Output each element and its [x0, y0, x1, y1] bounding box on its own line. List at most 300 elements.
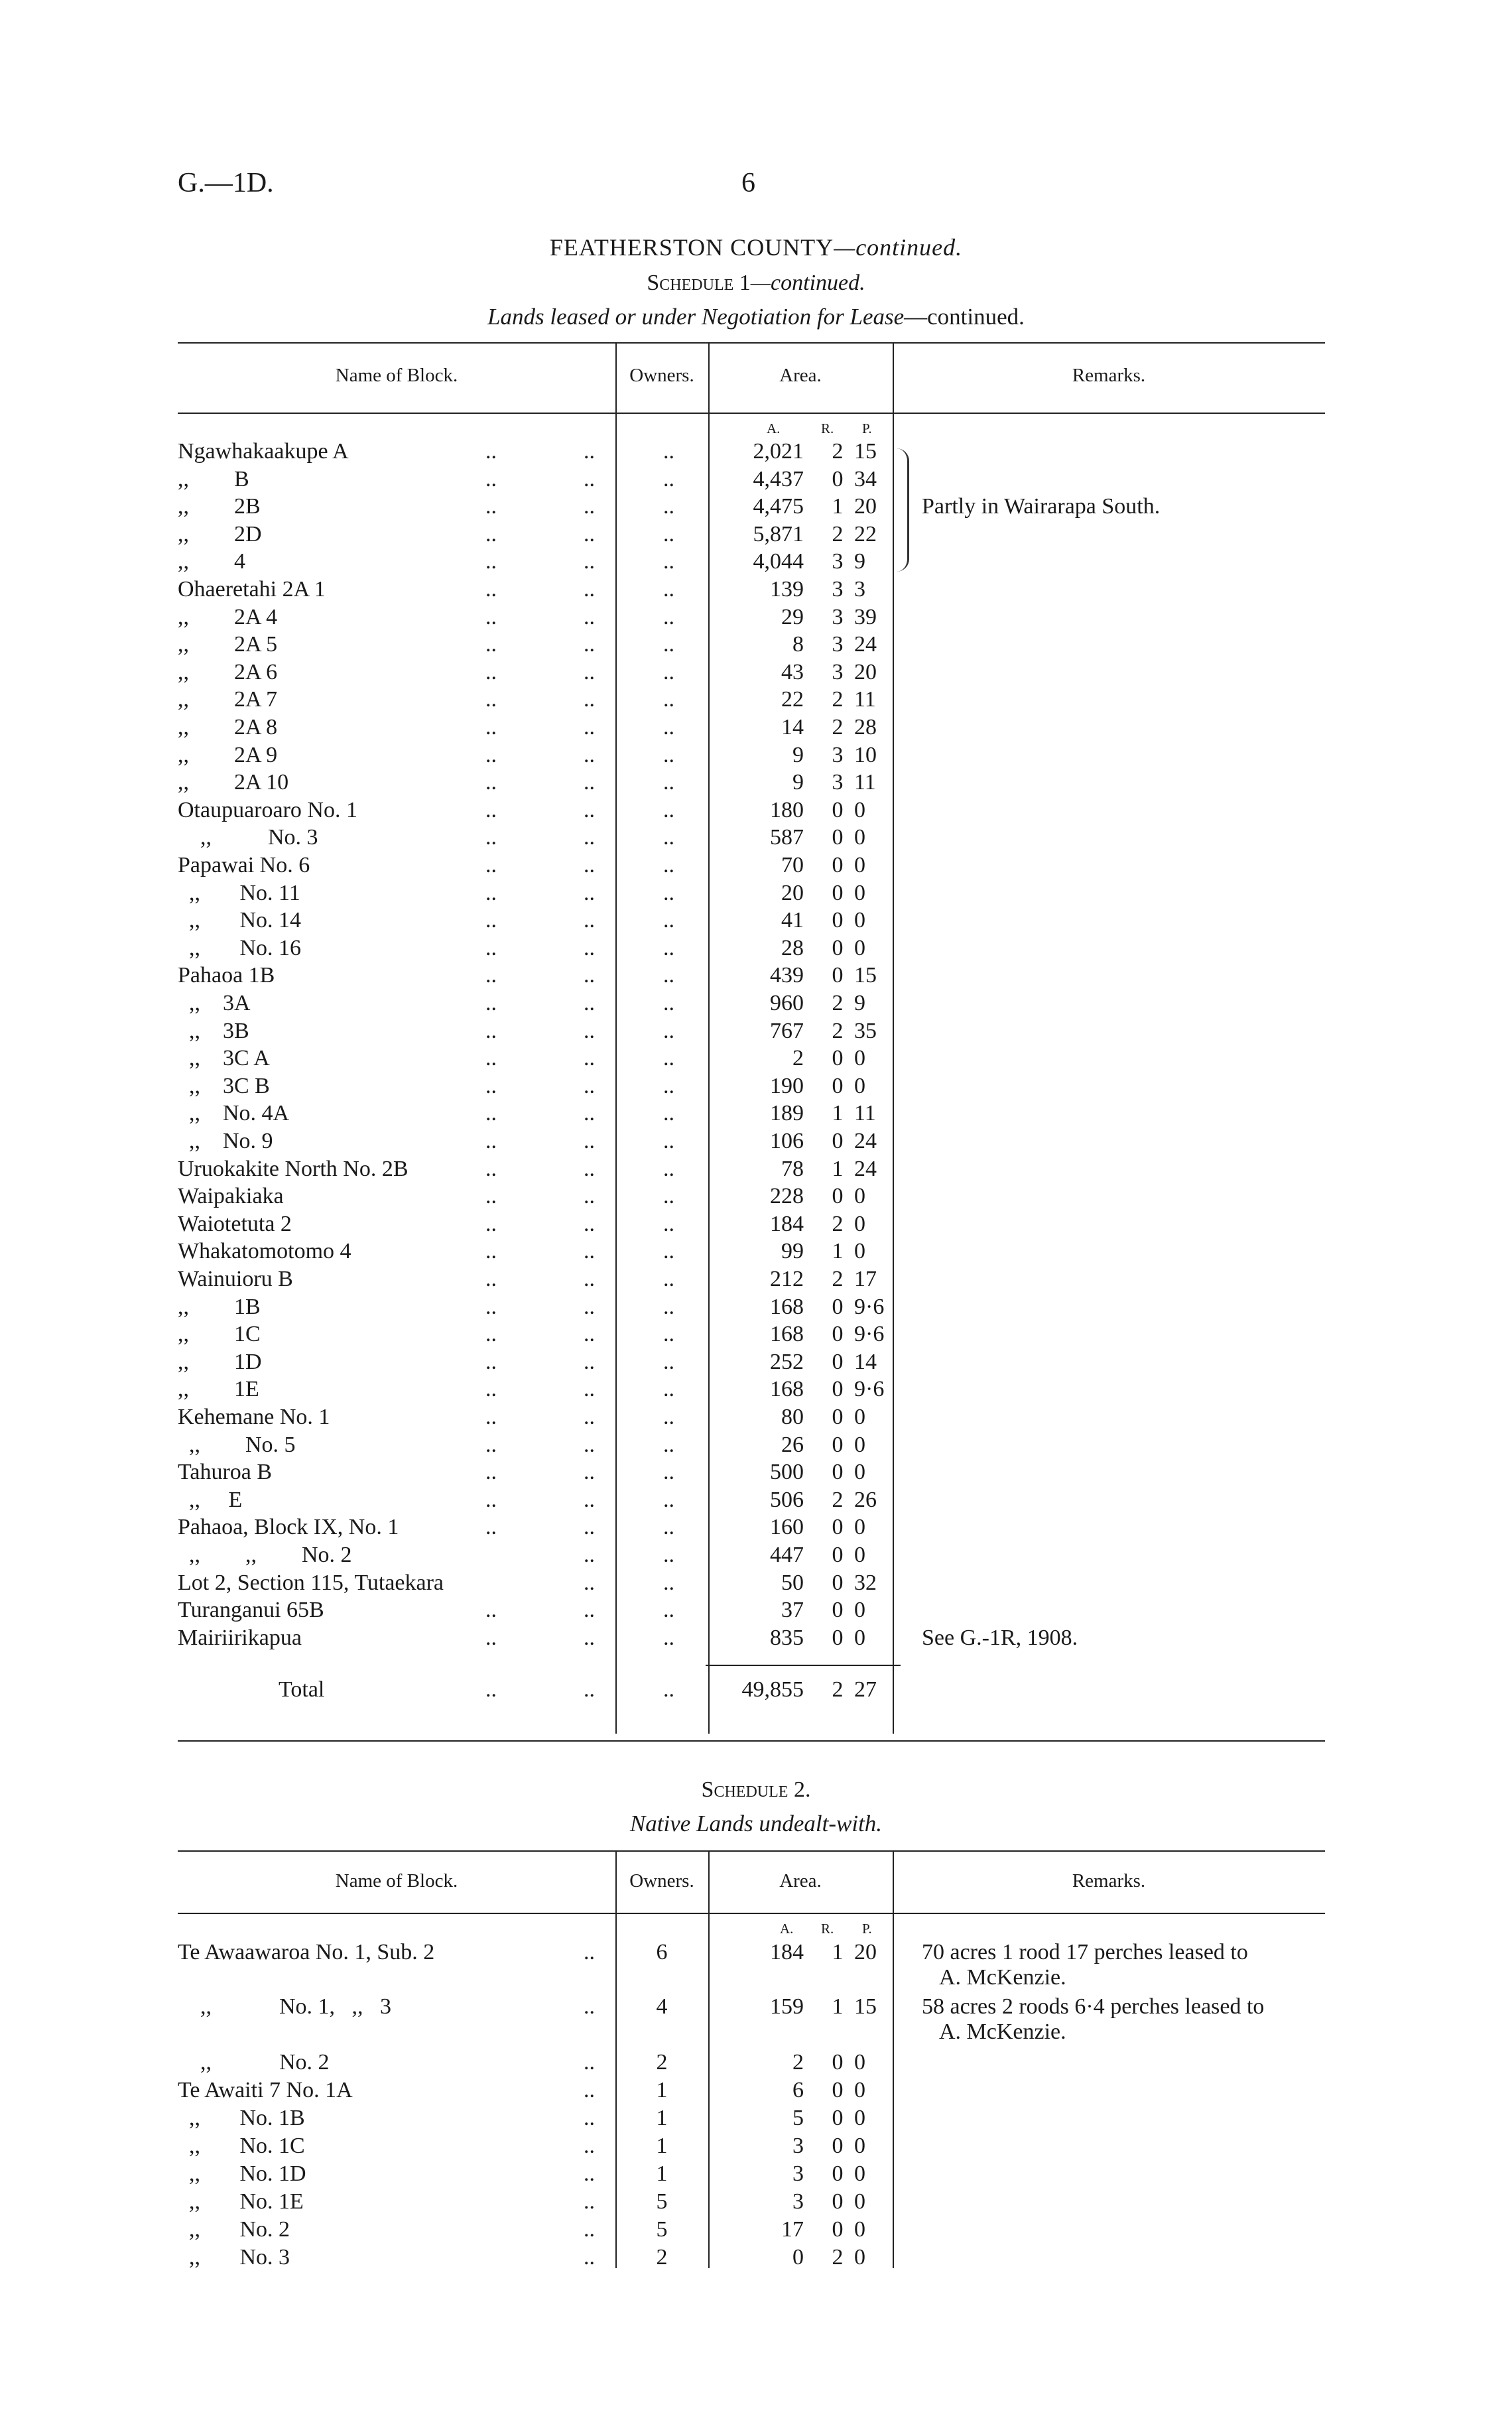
- area-acres: 3: [792, 2134, 804, 2158]
- area-acres: 80: [781, 1405, 804, 1429]
- leader-dots: ..: [584, 466, 595, 491]
- area-perches: 17: [854, 1267, 877, 1291]
- leader-dots: ..: [663, 1267, 674, 1291]
- leader-dots: ..: [485, 797, 497, 822]
- area-perches: 0: [854, 2189, 865, 2214]
- table-row: [0, 990, 1512, 1017]
- table-row: [0, 2244, 1512, 2272]
- area-perches: 11: [854, 1101, 876, 1126]
- schedule-2-subtitle: Native Lands undealt-with.: [629, 1811, 883, 1836]
- leader-dots: ..: [584, 715, 595, 739]
- block-name: Pahaoa, Block IX, No. 1: [178, 1515, 399, 1540]
- area-acres: 28: [781, 935, 804, 960]
- area-perches: 28: [854, 715, 877, 739]
- leader-dots: ..: [663, 604, 674, 629]
- block-name: ,, No. 1, ,, 3: [178, 1994, 392, 2019]
- leader-dots: ..: [485, 1405, 497, 1429]
- table-row: [0, 962, 1512, 990]
- area-acres: 2,021: [753, 439, 804, 464]
- area-unit-acres: A.: [767, 420, 781, 436]
- leader-dots: ..: [663, 1598, 674, 1623]
- area-acres: 2: [792, 2050, 804, 2075]
- leader-dots: ..: [663, 1432, 674, 1457]
- block-name: Whakatomotomo 4: [178, 1239, 351, 1264]
- area-unit-perches: P.: [862, 420, 872, 436]
- block-name: Mairiirikapua: [178, 1625, 302, 1650]
- area-acres: 252: [770, 1349, 804, 1374]
- area-roods: 2: [832, 439, 844, 464]
- area-acres: 139: [770, 577, 804, 602]
- leader-dots: ..: [485, 1156, 497, 1181]
- area-acres: 4,475: [753, 494, 804, 519]
- block-name: ,, 2A 10: [178, 770, 289, 795]
- area-perches: 15: [854, 1994, 877, 2019]
- owners-count: 2: [656, 2050, 668, 2075]
- block-name: ,, 2B: [178, 494, 261, 519]
- table-row: [0, 1624, 1512, 1652]
- area-roods: 0: [832, 1598, 844, 1623]
- area-perches: 20: [854, 1940, 877, 1964]
- leader-dots: ..: [584, 2245, 595, 2270]
- area-perches: 20: [854, 659, 877, 684]
- leader-dots: ..: [584, 1239, 595, 1264]
- area-acres: 9: [792, 742, 804, 767]
- area-roods: 0: [832, 2078, 844, 2102]
- table-row: [0, 1238, 1512, 1265]
- block-name: ,, No. 11: [178, 880, 300, 905]
- block-name: ,, 3C B: [178, 1073, 270, 1098]
- leader-dots: ..: [485, 1267, 497, 1291]
- table-row: [0, 548, 1512, 576]
- block-name: ,, 1C: [178, 1322, 261, 1347]
- total-roods: 2: [832, 1677, 844, 1702]
- leader-dots: ..: [584, 2078, 595, 2102]
- area-roods: 0: [832, 1046, 844, 1071]
- leader-dots: ..: [485, 935, 497, 960]
- leader-dots: ..: [663, 1184, 674, 1209]
- area-acres: 5: [792, 2106, 804, 2130]
- table-row: [0, 1100, 1512, 1127]
- area-acres: 190: [770, 1073, 804, 1098]
- area-roods: 3: [832, 604, 844, 629]
- area-roods: 3: [832, 742, 844, 767]
- table-row: [0, 1486, 1512, 1514]
- block-name: Pahaoa 1B: [178, 963, 275, 988]
- leader-dots: ..: [584, 1460, 595, 1485]
- leader-dots: ..: [584, 1487, 595, 1512]
- column-header-area: Area.: [779, 1870, 822, 1891]
- area-perches: 20: [854, 494, 877, 519]
- block-name: ,, No. 1E: [178, 2189, 304, 2214]
- block-name: ,, No. 2: [178, 2217, 290, 2242]
- area-acres: 168: [770, 1294, 804, 1319]
- area-perches: 32: [854, 1570, 877, 1595]
- area-perches: 0: [854, 825, 865, 850]
- area-perches: 0: [854, 1073, 865, 1098]
- area-perches: 0: [854, 908, 865, 933]
- table-2-header-rule: [178, 1913, 1325, 1914]
- area-roods: 2: [832, 687, 844, 712]
- area-perches: 0: [854, 2134, 865, 2158]
- area-roods: 1: [832, 1101, 844, 1126]
- block-name: ,, 2A 9: [178, 742, 278, 767]
- area-roods: 1: [832, 1994, 844, 2019]
- area-perches: 0: [854, 2078, 865, 2102]
- area-roods: 0: [832, 1349, 844, 1374]
- leader-dots: ..: [485, 1294, 497, 1319]
- area-perches: 11: [854, 687, 876, 712]
- block-name: Te Awaawaroa No. 1, Sub. 2: [178, 1940, 435, 1964]
- leader-dots: ..: [584, 1101, 595, 1126]
- area-acres: 29: [781, 604, 804, 629]
- area-roods: 0: [832, 935, 844, 960]
- area-perches: 0: [854, 853, 865, 877]
- table-row: [0, 1127, 1512, 1155]
- table-row: [0, 2216, 1512, 2244]
- table-1-header-rule: [178, 413, 1325, 414]
- block-name: Tahuroa B: [178, 1460, 273, 1485]
- table-1-bottom-rule: [178, 1740, 1325, 1742]
- total-rule: [706, 1665, 901, 1666]
- area-perches: 9: [854, 549, 865, 574]
- table-row: [0, 2104, 1512, 2132]
- table-row: [0, 741, 1512, 769]
- leader-dots: ..: [663, 1046, 674, 1071]
- remarks-text-continued: A. McKenzie.: [939, 1965, 1066, 1990]
- area-acres: 3: [792, 2189, 804, 2214]
- leader-dots: ..: [584, 1994, 595, 2019]
- area-roods: 0: [832, 2189, 844, 2214]
- leader-dots: ..: [485, 770, 497, 795]
- leader-dots: ..: [485, 853, 497, 877]
- area-roods: 0: [832, 1377, 844, 1402]
- leader-dots: ..: [485, 742, 497, 767]
- area-acres: 5,871: [753, 521, 804, 546]
- table-2-top-rule: [178, 1850, 1325, 1852]
- area-perches: 0: [854, 1046, 865, 1071]
- area-perches: 0: [854, 1543, 865, 1567]
- area-acres: 106: [770, 1129, 804, 1153]
- block-name: ,, No. 3: [178, 2245, 290, 2270]
- leader-dots: ..: [584, 1432, 595, 1457]
- leader-dots: ..: [584, 963, 595, 988]
- leader-dots: ..: [485, 1018, 497, 1043]
- leader-dots: ..: [485, 577, 497, 602]
- area-roods: 0: [832, 1073, 844, 1098]
- area-acres: 500: [770, 1460, 804, 1485]
- block-name: ,, No. 16: [178, 935, 302, 960]
- table-row: [0, 2132, 1512, 2160]
- area-roods: 0: [832, 1184, 844, 1209]
- table-row: [0, 1541, 1512, 1569]
- area-roods: 2: [832, 715, 844, 739]
- area-acres: 835: [770, 1625, 804, 1650]
- block-name: ,, 2A 8: [178, 715, 278, 739]
- leader-dots: ..: [485, 825, 497, 850]
- leader-dots: ..: [485, 549, 497, 574]
- block-name: ,, No. 2: [178, 2050, 330, 2075]
- area-acres: 168: [770, 1322, 804, 1347]
- column-header-remarks: Remarks.: [1072, 1870, 1146, 1891]
- leader-dots: ..: [485, 1598, 497, 1623]
- area-roods: 0: [832, 2106, 844, 2130]
- table-row: [0, 493, 1512, 521]
- table-row: [0, 659, 1512, 686]
- area-roods: 3: [832, 577, 844, 602]
- leader-dots: ..: [663, 1073, 674, 1098]
- area-acres: 8: [792, 632, 804, 657]
- leader-dots: ..: [584, 2050, 595, 2075]
- area-roods: 0: [832, 963, 844, 988]
- block-name: ,, No. 9: [178, 1129, 273, 1153]
- leader-dots: ..: [584, 1073, 595, 1098]
- area-acres: 3: [792, 2161, 804, 2186]
- total-label: Total: [279, 1677, 325, 1702]
- table-row: [0, 1183, 1512, 1210]
- table-row: [0, 934, 1512, 962]
- leader-dots: ..: [584, 1046, 595, 1071]
- area-roods: 0: [832, 1432, 844, 1457]
- block-name: ,, No. 1B: [178, 2106, 305, 2130]
- area-perches: 0: [854, 2217, 865, 2242]
- area-acres: 2: [792, 1046, 804, 1071]
- area-perches: 0: [854, 1515, 865, 1540]
- table-row: [0, 907, 1512, 934]
- block-name: Wainuioru B: [178, 1267, 293, 1291]
- block-name: ,, 2D: [178, 521, 262, 546]
- area-roods: 0: [832, 825, 844, 850]
- area-acres: 212: [770, 1267, 804, 1291]
- block-name: Uruokakite North No. 2B: [178, 1156, 409, 1181]
- table-row: [0, 2160, 1512, 2188]
- remarks-text: 70 acres 1 rood 17 perches leased to: [922, 1940, 1248, 1964]
- area-perches: 0: [854, 1211, 865, 1236]
- leader-dots: ..: [584, 1940, 595, 1964]
- table-row: [0, 631, 1512, 659]
- leader-dots: ..: [485, 1349, 497, 1374]
- area-roods: 3: [832, 770, 844, 795]
- remarks-text: 58 acres 2 roods 6·4 perches leased to: [922, 1994, 1265, 2019]
- area-acres: 189: [770, 1101, 804, 1126]
- table-row: [0, 686, 1512, 714]
- block-name: ,, 2A 6: [178, 659, 278, 684]
- area-perches: 26: [854, 1487, 877, 1512]
- area-unit-acres: A.: [780, 1921, 794, 1937]
- leader-dots: ..: [485, 521, 497, 546]
- block-name: ,, 2A 4: [178, 604, 278, 629]
- area-perches: 0: [854, 2106, 865, 2130]
- area-acres: 506: [770, 1487, 804, 1512]
- leader-dots: ..: [584, 935, 595, 960]
- leader-dots: ..: [584, 1322, 595, 1347]
- leader-dots: ..: [584, 2189, 595, 2214]
- block-name: ,, 4: [178, 549, 245, 574]
- leader-dots: ..: [663, 1625, 674, 1650]
- owners-count: 1: [656, 2161, 668, 2186]
- table-row: [0, 1376, 1512, 1403]
- leader-dots: ..: [485, 1460, 497, 1485]
- leader-dots: ..: [663, 1543, 674, 1567]
- area-acres: 160: [770, 1515, 804, 1540]
- table-row: [0, 2049, 1512, 2077]
- leader-dots: ..: [584, 2134, 595, 2158]
- area-perches: 15: [854, 439, 877, 464]
- area-perches: 0: [854, 1432, 865, 1457]
- document-reference: G.—1D.: [178, 168, 274, 198]
- leader-dots: ..: [584, 439, 595, 464]
- leader-dots: ..: [584, 1294, 595, 1319]
- area-acres: 9: [792, 770, 804, 795]
- area-perches: 15: [854, 963, 877, 988]
- leader-dots: ..: [584, 494, 595, 519]
- area-roods: 2: [832, 2245, 844, 2270]
- leader-dots: ..: [663, 770, 674, 795]
- leader-dots: ..: [584, 1156, 595, 1181]
- leader-dots: ..: [663, 1239, 674, 1264]
- block-name: ,, 1E: [178, 1377, 259, 1402]
- area-acres: 767: [770, 1018, 804, 1043]
- area-acres: 37: [781, 1598, 804, 1623]
- area-roods: 0: [832, 1322, 844, 1347]
- leader-dots: ..: [485, 1046, 497, 1071]
- leader-dots: ..: [584, 1349, 595, 1374]
- leader-dots: ..: [663, 1377, 674, 1402]
- leader-dots: ..: [485, 908, 497, 933]
- block-name: ,, 1B: [178, 1294, 261, 1319]
- area-roods: 2: [832, 1211, 844, 1236]
- block-name: Ohaeretahi 2A 1: [178, 577, 326, 602]
- area-roods: 0: [832, 2134, 844, 2158]
- leader-dots: ..: [584, 1515, 595, 1540]
- leader-dots: ..: [663, 439, 674, 464]
- block-name: Papawai No. 6: [178, 853, 310, 877]
- area-perches: 24: [854, 1129, 877, 1153]
- area-perches: 14: [854, 1349, 877, 1374]
- area-acres: 41: [781, 908, 804, 933]
- leader-dots: ..: [584, 2217, 595, 2242]
- leader-dots: ..: [485, 1432, 497, 1457]
- table-row: [0, 2188, 1512, 2216]
- leader-dots: ..: [485, 439, 497, 464]
- leader-dots: ..: [485, 991, 497, 1015]
- table-row: [0, 879, 1512, 907]
- leader-dots: ..: [663, 853, 674, 877]
- area-perches: 0: [854, 880, 865, 905]
- area-roods: 0: [832, 1570, 844, 1595]
- table-1-top-rule: [178, 342, 1325, 344]
- table-row: [0, 1045, 1512, 1072]
- leader-dots: ..: [663, 1294, 674, 1319]
- area-acres: 22: [781, 687, 804, 712]
- leader-dots: ..: [663, 1211, 674, 1236]
- leader-dots: ..: [663, 1405, 674, 1429]
- leader-dots: ..: [485, 1073, 497, 1098]
- area-perches: 0: [854, 2050, 865, 2075]
- leader-dots: ..: [485, 632, 497, 657]
- leader-dots: ..: [663, 1129, 674, 1153]
- area-acres: 228: [770, 1184, 804, 1209]
- table-row: [0, 521, 1512, 548]
- leader-dots: ..: [584, 1625, 595, 1650]
- area-roods: 3: [832, 632, 844, 657]
- table-row: [0, 466, 1512, 493]
- leader-dots: ..: [663, 825, 674, 850]
- area-roods: 0: [832, 2050, 844, 2075]
- leader-dots: ..: [663, 549, 674, 574]
- area-roods: 0: [832, 2161, 844, 2186]
- area-roods: 0: [832, 466, 844, 491]
- area-perches: 0: [854, 1625, 865, 1650]
- area-acres: 17: [781, 2217, 804, 2242]
- leader-dots: ..: [663, 687, 674, 712]
- table-row: [0, 1320, 1512, 1348]
- area-unit-roods: R.: [821, 420, 834, 436]
- column-header-remarks: Remarks.: [1072, 365, 1146, 386]
- table-row: [0, 824, 1512, 852]
- block-name: ,, 3B: [178, 1018, 249, 1043]
- area-perches: 34: [854, 466, 877, 491]
- area-roods: 0: [832, 797, 844, 822]
- table-row: [0, 1993, 1512, 2044]
- leader-dots: ..: [584, 2106, 595, 2130]
- leader-dots: ..: [584, 1543, 595, 1567]
- area-roods: 1: [832, 1239, 844, 1264]
- area-perches: 0: [854, 1598, 865, 1623]
- table-row: [0, 1293, 1512, 1321]
- leader-dots: ..: [584, 659, 595, 684]
- area-acres: 960: [770, 991, 804, 1015]
- block-name: Ngawhakaakupe A: [178, 439, 349, 464]
- block-name: ,, 3A: [178, 991, 251, 1015]
- block-name: ,, 2A 5: [178, 632, 278, 657]
- block-name: Waipakiaka: [178, 1184, 284, 1209]
- area-roods: 2: [832, 991, 844, 1015]
- owners-count: 5: [656, 2217, 668, 2242]
- area-perches: 0: [854, 935, 865, 960]
- area-acres: 447: [770, 1543, 804, 1567]
- block-name: Waiotetuta 2: [178, 1211, 292, 1236]
- block-name: ,, 3C A: [178, 1046, 270, 1071]
- leader-dots: ..: [584, 1405, 595, 1429]
- leader-dots: ..: [584, 880, 595, 905]
- leader-dots: ..: [663, 797, 674, 822]
- block-name: ,, ,, No. 2: [178, 1543, 352, 1567]
- table-row: [0, 1939, 1512, 1990]
- area-perches: 0: [854, 1184, 865, 1209]
- leader-dots: ..: [584, 577, 595, 602]
- leader-dots: ..: [584, 1211, 595, 1236]
- leader-dots: ..: [584, 908, 595, 933]
- leader-dots: ..: [584, 1018, 595, 1043]
- leader-dots: ..: [663, 466, 674, 491]
- block-name: ,, No. 1C: [178, 2134, 305, 2158]
- block-name: ,, No. 3: [178, 825, 318, 850]
- area-roods: 0: [832, 908, 844, 933]
- block-name: Turanganui 65B: [178, 1598, 324, 1623]
- area-roods: 2: [832, 1018, 844, 1043]
- total-perches: 27: [854, 1677, 877, 1702]
- area-unit-roods: R.: [821, 1921, 834, 1937]
- area-acres: 20: [781, 880, 804, 905]
- leader-dots: ..: [485, 604, 497, 629]
- column-header-owners: Owners.: [629, 365, 694, 386]
- leader-dots: ..: [663, 494, 674, 519]
- leader-dots: ..: [485, 687, 497, 712]
- leader-dots: ..: [663, 715, 674, 739]
- area-acres: 70: [781, 853, 804, 877]
- leader-dots: ..: [663, 1460, 674, 1485]
- leader-dots: ..: [663, 1487, 674, 1512]
